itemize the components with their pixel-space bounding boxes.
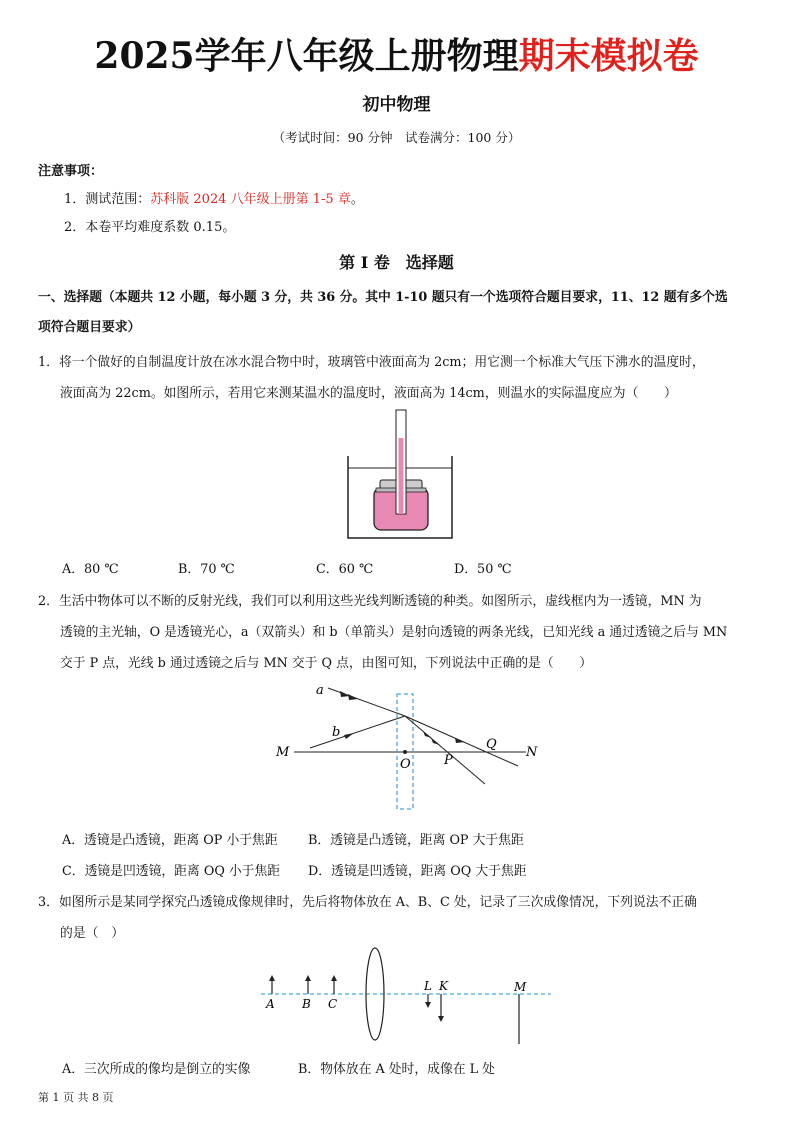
- object-B-arrow: [305, 975, 311, 981]
- label-N: N: [526, 745, 538, 760]
- notice-item-1: [64, 188, 364, 207]
- q3-option-b[interactable]: B．物体放在 A 处时，成像在 L 处: [298, 1062, 495, 1077]
- page-number: 第 1 页 共 8 页: [38, 1091, 114, 1104]
- lens-ray-figure: [270, 680, 550, 812]
- section-heading-line2: 项符合题目要求）: [38, 320, 141, 335]
- image-K-arrow: [438, 1016, 444, 1022]
- q2-line3: 交于 P 点，光线 b 通过透镜之后与 MN 交于 Q 点，由图可知，下列说法中正确的是（ ）: [60, 656, 593, 671]
- ray-b-incident: [310, 716, 405, 748]
- page-title: [0, 28, 793, 79]
- subtitle: 初中物理: [362, 95, 431, 115]
- object-A-arrow: [269, 975, 275, 981]
- q1-option-d[interactable]: D．50 ℃: [454, 562, 512, 577]
- label-b: b: [332, 725, 341, 740]
- q2-line1: 2．生活中物体可以不断的反射光线，我们可以利用这些光线判断透镜的种类。如图所示，虚线框内为一透镜，MN 为: [38, 594, 702, 609]
- notice-item-1-prefix: 1．测试范围：: [64, 192, 151, 207]
- label-Q: Q: [486, 737, 497, 752]
- q1-option-c[interactable]: C．60 ℃: [316, 562, 374, 577]
- ray-a-arrow-2: [348, 694, 358, 700]
- q1-option-a[interactable]: A．80 ℃: [62, 562, 119, 577]
- section-heading-line1: 一、选择题（本题共 12 小题，每小题 3 分，共 36 分。其中 1-10 题只有一个选项符合题目要求，11、12 题有多个选: [38, 290, 728, 305]
- image-L-arrow: [425, 1002, 431, 1008]
- section-heading: [38, 283, 760, 343]
- label-B: B: [302, 997, 311, 1011]
- label-L: L: [424, 979, 432, 993]
- q2-option-a[interactable]: A．透镜是凸透镜，距离 OP 小于焦距: [62, 833, 278, 848]
- q1-line1: 1．将一个做好的自制温度计放在冰水混合物中时，玻璃管中液面高为 2cm；用它测一个标准大气压下沸水的温度时，: [38, 355, 705, 370]
- label-A: A: [266, 997, 275, 1011]
- q2-option-b[interactable]: B．透镜是凸透镜，距离 OP 大于焦距: [308, 833, 524, 848]
- title-red: 期末模拟卷: [518, 35, 699, 77]
- q3-line1: 3．如图所示是某同学探究凸透镜成像规律时，先后将物体放在 A、B、C 处，记录了三次成像情况，下列说法不正确: [38, 895, 697, 910]
- section-title: 第 I 卷 选择题: [339, 253, 454, 272]
- ray-a-refracted: [405, 716, 485, 784]
- label-C: C: [328, 997, 338, 1011]
- q1-option-b[interactable]: B．70 ℃: [178, 562, 235, 577]
- notice-heading: 注意事项：: [38, 164, 104, 179]
- thermometer-figure: [340, 408, 460, 544]
- label-M: M: [276, 745, 290, 760]
- notice-item-2: 2．本卷平均难度系数 0.15。: [64, 220, 236, 235]
- q2-line2: 透镜的主光轴，O 是透镜光心，a（双箭头）和 b（单箭头）是射向透镜的两条光线，已知光线 a 通过透镜之后与 MN: [60, 625, 728, 640]
- notice-item-1-red: 苏科版 2024 八年级上册第 1-5 章: [150, 192, 351, 207]
- optical-center-dot: [403, 750, 407, 754]
- ray-b-arrow: [344, 733, 354, 739]
- q2-option-c[interactable]: C．透镜是凹透镜，距离 OQ 小于焦距: [62, 864, 281, 879]
- label-M: M: [514, 980, 527, 994]
- q3-line2: 的是（ ）: [60, 926, 124, 941]
- q2-option-d[interactable]: D．透镜是凹透镜，距离 OQ 大于焦距: [308, 864, 527, 879]
- label-P: P: [444, 753, 453, 768]
- label-K: K: [439, 979, 448, 993]
- exam-info: （考试时间：90 分钟 试卷满分：100 分）: [272, 130, 521, 145]
- label-a: a: [316, 683, 324, 698]
- title-main: 2025学年八年级上册物理: [94, 35, 519, 77]
- notice-item-1-suffix: 。: [350, 192, 364, 207]
- tube-liquid: [399, 438, 404, 514]
- label-O: O: [400, 757, 411, 772]
- convex-lens-figure: [255, 946, 555, 1046]
- ray-a-incident: [328, 688, 405, 716]
- object-C-arrow: [331, 975, 337, 981]
- q3-option-a[interactable]: A．三次所成的像均是倒立的实像: [62, 1062, 251, 1077]
- q1-line2: 液面高为 22cm。如图所示，若用它来测某温水的温度时，液面高为 14cm，则温水的实际温度应为（ ）: [60, 386, 677, 401]
